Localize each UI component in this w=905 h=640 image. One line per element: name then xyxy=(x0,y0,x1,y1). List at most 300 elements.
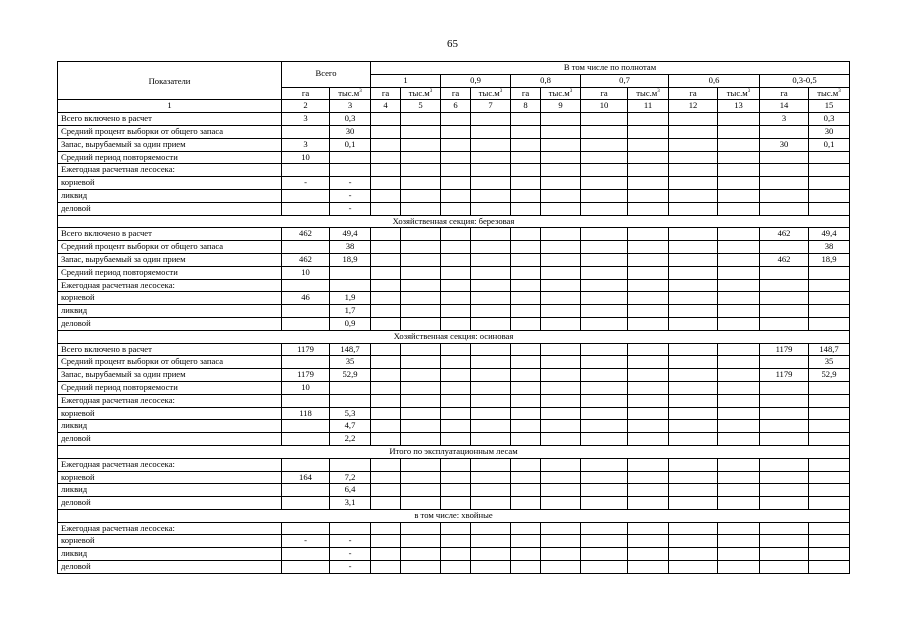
table-cell: 1,9 xyxy=(330,292,371,305)
table-cell xyxy=(371,279,401,292)
table-cell: - xyxy=(282,535,330,548)
table-cell xyxy=(628,522,669,535)
table-cell xyxy=(809,433,850,446)
unit-ha: га xyxy=(760,87,809,100)
table-cell xyxy=(718,253,760,266)
table-cell: 30 xyxy=(330,125,371,138)
table-cell xyxy=(809,394,850,407)
table-cell xyxy=(441,113,471,126)
table-cell xyxy=(371,113,401,126)
table-cell xyxy=(401,317,441,330)
table-cell xyxy=(628,497,669,510)
table-cell xyxy=(809,484,850,497)
table-cell xyxy=(669,189,718,202)
table-cell xyxy=(441,381,471,394)
table-cell xyxy=(371,471,401,484)
column-number: 12 xyxy=(669,100,718,113)
table-cell xyxy=(669,561,718,574)
table-cell xyxy=(669,177,718,190)
table-cell xyxy=(628,561,669,574)
row-label: деловой xyxy=(58,561,282,574)
table-cell xyxy=(401,202,441,215)
table-cell xyxy=(471,343,511,356)
table-cell xyxy=(371,253,401,266)
table-row xyxy=(58,458,850,471)
row-label: Запас, вырубаемый за один прием xyxy=(58,138,282,151)
table-cell xyxy=(330,522,371,535)
table-cell xyxy=(371,189,401,202)
table-cell xyxy=(541,292,581,305)
table-cell xyxy=(511,177,541,190)
table-cell xyxy=(401,394,441,407)
table-cell xyxy=(628,471,669,484)
table-cell xyxy=(581,151,628,164)
table-cell xyxy=(471,420,511,433)
table-cell xyxy=(628,343,669,356)
table-cell xyxy=(718,266,760,279)
table-cell xyxy=(441,548,471,561)
table-cell: 3,1 xyxy=(330,497,371,510)
unit-ha: га xyxy=(581,87,628,100)
table-cell: 35 xyxy=(809,356,850,369)
table-cell: 10 xyxy=(282,381,330,394)
column-number: 3 xyxy=(330,100,371,113)
table-cell xyxy=(669,228,718,241)
table-cell xyxy=(441,433,471,446)
table-cell xyxy=(541,471,581,484)
table-cell xyxy=(760,125,809,138)
unit-volume: $тыс.м^3$ xyxy=(718,87,760,100)
table-cell xyxy=(581,202,628,215)
table-cell xyxy=(760,151,809,164)
table-cell xyxy=(401,522,441,535)
table-cell xyxy=(371,433,401,446)
table-cell xyxy=(511,471,541,484)
table-cell xyxy=(541,266,581,279)
table-cell: - xyxy=(330,177,371,190)
table-cell xyxy=(511,266,541,279)
table-cell xyxy=(282,394,330,407)
table-cell xyxy=(371,548,401,561)
table-cell xyxy=(330,266,371,279)
row-label: Средний процент выборки от общего запаса xyxy=(58,356,282,369)
row-label: деловой xyxy=(58,433,282,446)
header-indicators: Показатели xyxy=(58,62,282,100)
row-label: Ежегодная расчетная лесосека: xyxy=(58,279,282,292)
table-cell xyxy=(628,305,669,318)
table-cell: 462 xyxy=(760,228,809,241)
section-row xyxy=(58,330,850,343)
table-cell xyxy=(471,292,511,305)
table-cell xyxy=(401,535,441,548)
table-cell xyxy=(581,433,628,446)
table-cell xyxy=(401,381,441,394)
column-number: 9 xyxy=(541,100,581,113)
table-cell: 18,9 xyxy=(809,253,850,266)
table-cell: 49,4 xyxy=(809,228,850,241)
table-cell xyxy=(511,394,541,407)
table-cell xyxy=(441,177,471,190)
table-cell xyxy=(441,561,471,574)
table-cell xyxy=(718,561,760,574)
table-cell xyxy=(760,189,809,202)
table-cell xyxy=(401,177,441,190)
table-cell xyxy=(581,317,628,330)
table-cell xyxy=(511,292,541,305)
table-row xyxy=(58,317,850,330)
table-cell xyxy=(401,292,441,305)
table-cell xyxy=(511,241,541,254)
table-cell xyxy=(581,369,628,382)
table-cell xyxy=(581,292,628,305)
table-row xyxy=(58,202,850,215)
table-cell xyxy=(471,151,511,164)
table-cell xyxy=(581,471,628,484)
column-number: 11 xyxy=(628,100,669,113)
table-cell xyxy=(809,202,850,215)
table-cell xyxy=(541,125,581,138)
table-cell xyxy=(669,279,718,292)
table-cell xyxy=(669,548,718,561)
table-cell xyxy=(282,356,330,369)
table-cell xyxy=(628,151,669,164)
table-cell xyxy=(628,407,669,420)
table-cell xyxy=(511,279,541,292)
row-label: Запас, вырубаемый за один прием xyxy=(58,253,282,266)
table-cell xyxy=(669,458,718,471)
table-cell: - xyxy=(330,202,371,215)
table-cell xyxy=(511,151,541,164)
table-cell xyxy=(471,202,511,215)
table-cell xyxy=(760,471,809,484)
table-row xyxy=(58,369,850,382)
table-cell xyxy=(471,535,511,548)
table-cell xyxy=(669,484,718,497)
table-cell xyxy=(581,305,628,318)
table-cell xyxy=(401,138,441,151)
table-cell: 38 xyxy=(809,241,850,254)
table-cell xyxy=(718,535,760,548)
table-cell: 3 xyxy=(282,138,330,151)
table-row xyxy=(58,241,850,254)
table-cell xyxy=(441,343,471,356)
table-cell: 35 xyxy=(330,356,371,369)
table-cell xyxy=(401,266,441,279)
table-cell xyxy=(371,535,401,548)
table-cell: - xyxy=(330,189,371,202)
table-cell xyxy=(371,305,401,318)
table-cell xyxy=(541,522,581,535)
table-cell xyxy=(441,407,471,420)
table-cell: 0,1 xyxy=(809,138,850,151)
table-cell xyxy=(628,394,669,407)
table-cell: 3 xyxy=(760,113,809,126)
row-label: Всего включено в расчет xyxy=(58,228,282,241)
table-cell xyxy=(441,241,471,254)
section-title: в том числе: хвойные xyxy=(58,509,850,522)
table-cell xyxy=(628,113,669,126)
table-cell: 6,4 xyxy=(330,484,371,497)
table-row xyxy=(58,343,850,356)
table-cell xyxy=(541,253,581,266)
table-cell xyxy=(628,317,669,330)
table-cell xyxy=(471,241,511,254)
section-row xyxy=(58,509,850,522)
table-row xyxy=(58,266,850,279)
table-cell xyxy=(628,164,669,177)
table-cell xyxy=(628,369,669,382)
table-cell xyxy=(371,164,401,177)
table-cell xyxy=(718,548,760,561)
table-cell xyxy=(511,561,541,574)
unit-ha: га xyxy=(371,87,401,100)
row-label: Средний процент выборки от общего запаса xyxy=(58,125,282,138)
table-cell xyxy=(760,561,809,574)
table-cell xyxy=(628,177,669,190)
row-label: Запас, вырубаемый за один прием xyxy=(58,369,282,382)
column-number: 13 xyxy=(718,100,760,113)
table-cell xyxy=(541,369,581,382)
table-cell xyxy=(511,343,541,356)
table-cell: 49,4 xyxy=(330,228,371,241)
table-cell xyxy=(282,458,330,471)
table-cell xyxy=(809,420,850,433)
table-cell xyxy=(441,317,471,330)
table-cell xyxy=(669,522,718,535)
unit-ha: га xyxy=(669,87,718,100)
table-cell xyxy=(401,241,441,254)
table-cell: 118 xyxy=(282,407,330,420)
section-row xyxy=(58,445,850,458)
table-cell xyxy=(718,138,760,151)
table-cell xyxy=(581,228,628,241)
column-number: 4 xyxy=(371,100,401,113)
table-cell xyxy=(581,522,628,535)
table-cell xyxy=(541,164,581,177)
column-number: 5 xyxy=(401,100,441,113)
table-cell xyxy=(401,356,441,369)
table-cell xyxy=(760,394,809,407)
table-cell xyxy=(718,177,760,190)
table-cell xyxy=(282,497,330,510)
table-cell: 4,7 xyxy=(330,420,371,433)
table-cell xyxy=(581,253,628,266)
table-cell xyxy=(669,433,718,446)
table-row xyxy=(58,228,850,241)
table-cell xyxy=(471,317,511,330)
table-cell xyxy=(401,433,441,446)
table-cell xyxy=(760,535,809,548)
table-cell xyxy=(669,317,718,330)
table-row xyxy=(58,484,850,497)
table-cell xyxy=(718,381,760,394)
table-cell xyxy=(628,228,669,241)
table-cell: 0,1 xyxy=(330,138,371,151)
table-cell xyxy=(628,433,669,446)
table-cell xyxy=(809,189,850,202)
table-cell xyxy=(628,292,669,305)
table-cell xyxy=(541,305,581,318)
table-cell xyxy=(471,228,511,241)
table-cell xyxy=(541,484,581,497)
table-cell xyxy=(511,202,541,215)
table-cell xyxy=(282,484,330,497)
table-row xyxy=(58,356,850,369)
table-row xyxy=(58,189,850,202)
table-cell: 18,9 xyxy=(330,253,371,266)
table-cell: 462 xyxy=(760,253,809,266)
table-cell xyxy=(330,458,371,471)
row-label: деловой xyxy=(58,497,282,510)
table-cell xyxy=(581,535,628,548)
table-cell xyxy=(581,113,628,126)
table-cell xyxy=(441,138,471,151)
table-cell xyxy=(718,164,760,177)
table-cell xyxy=(441,279,471,292)
table-cell xyxy=(541,151,581,164)
table-cell xyxy=(581,266,628,279)
table-cell xyxy=(282,522,330,535)
table-cell xyxy=(669,241,718,254)
table-cell xyxy=(441,522,471,535)
table-cell xyxy=(401,113,441,126)
table-cell xyxy=(718,522,760,535)
table-cell xyxy=(809,266,850,279)
table-cell xyxy=(511,484,541,497)
table-cell xyxy=(511,433,541,446)
table-cell: 30 xyxy=(809,125,850,138)
table-cell xyxy=(718,317,760,330)
table-cell xyxy=(581,189,628,202)
table-cell xyxy=(511,381,541,394)
table-cell xyxy=(371,522,401,535)
table-cell: 52,9 xyxy=(809,369,850,382)
row-label: ликвид xyxy=(58,189,282,202)
table-cell xyxy=(669,253,718,266)
row-label: Ежегодная расчетная лесосека: xyxy=(58,164,282,177)
table-cell xyxy=(441,394,471,407)
table-cell xyxy=(471,433,511,446)
table-cell xyxy=(471,356,511,369)
table-cell xyxy=(669,266,718,279)
table-cell xyxy=(669,202,718,215)
row-label: Ежегодная расчетная лесосека: xyxy=(58,522,282,535)
table-cell: 7,2 xyxy=(330,471,371,484)
table-cell xyxy=(441,292,471,305)
row-label: Средний период повторяемости xyxy=(58,266,282,279)
table-cell: 3 xyxy=(282,113,330,126)
table-cell xyxy=(471,548,511,561)
table-cell xyxy=(628,202,669,215)
table-cell xyxy=(441,471,471,484)
table-cell xyxy=(471,522,511,535)
table-cell xyxy=(718,305,760,318)
table-cell xyxy=(401,151,441,164)
header-density: 1 xyxy=(371,74,441,87)
table-cell xyxy=(471,138,511,151)
unit-ha: га xyxy=(441,87,471,100)
table-cell xyxy=(401,548,441,561)
table-cell xyxy=(581,164,628,177)
table-cell xyxy=(282,189,330,202)
table-cell xyxy=(511,228,541,241)
table-cell xyxy=(330,151,371,164)
table-cell xyxy=(628,484,669,497)
table-cell xyxy=(541,138,581,151)
row-label: ликвид xyxy=(58,420,282,433)
table-cell xyxy=(401,343,441,356)
table-cell xyxy=(401,471,441,484)
table-row xyxy=(58,471,850,484)
table-cell xyxy=(581,561,628,574)
table-cell xyxy=(809,561,850,574)
table-cell xyxy=(371,202,401,215)
table-cell xyxy=(628,356,669,369)
table-cell xyxy=(581,343,628,356)
table-cell xyxy=(669,420,718,433)
unit-ha: га xyxy=(511,87,541,100)
table-cell xyxy=(541,394,581,407)
table-cell xyxy=(718,113,760,126)
table-cell xyxy=(511,138,541,151)
table-row xyxy=(58,394,850,407)
table-cell xyxy=(809,151,850,164)
row-label: корневой xyxy=(58,407,282,420)
table-cell xyxy=(371,241,401,254)
table-cell xyxy=(809,535,850,548)
table-cell xyxy=(371,228,401,241)
table-cell xyxy=(511,535,541,548)
table-cell xyxy=(760,458,809,471)
table-cell xyxy=(760,522,809,535)
table-cell xyxy=(441,369,471,382)
table-cell xyxy=(718,394,760,407)
row-label: Ежегодная расчетная лесосека: xyxy=(58,458,282,471)
table-cell xyxy=(441,305,471,318)
table-cell xyxy=(511,407,541,420)
table-cell xyxy=(541,356,581,369)
table-cell: 148,7 xyxy=(809,343,850,356)
table-cell xyxy=(471,113,511,126)
table-cell xyxy=(669,407,718,420)
table-cell xyxy=(401,125,441,138)
table-cell: 38 xyxy=(330,241,371,254)
table-cell xyxy=(401,484,441,497)
table-row xyxy=(58,151,850,164)
table-cell xyxy=(541,177,581,190)
table-cell xyxy=(809,279,850,292)
header-density: 0,9 xyxy=(441,74,511,87)
table-cell xyxy=(282,420,330,433)
table-cell xyxy=(581,241,628,254)
table-cell xyxy=(809,381,850,394)
header-density: 0,7 xyxy=(581,74,669,87)
column-number: 10 xyxy=(581,100,628,113)
table-cell xyxy=(511,369,541,382)
table-cell xyxy=(541,381,581,394)
column-number: 6 xyxy=(441,100,471,113)
section-title: Хозяйственная секция: березовая xyxy=(58,215,850,228)
table-cell xyxy=(541,420,581,433)
table-cell xyxy=(471,189,511,202)
table-cell xyxy=(718,125,760,138)
cutting-area-table xyxy=(57,61,850,574)
table-cell xyxy=(282,433,330,446)
column-number: 7 xyxy=(471,100,511,113)
table-cell xyxy=(401,369,441,382)
table-cell xyxy=(330,381,371,394)
table-cell xyxy=(401,253,441,266)
